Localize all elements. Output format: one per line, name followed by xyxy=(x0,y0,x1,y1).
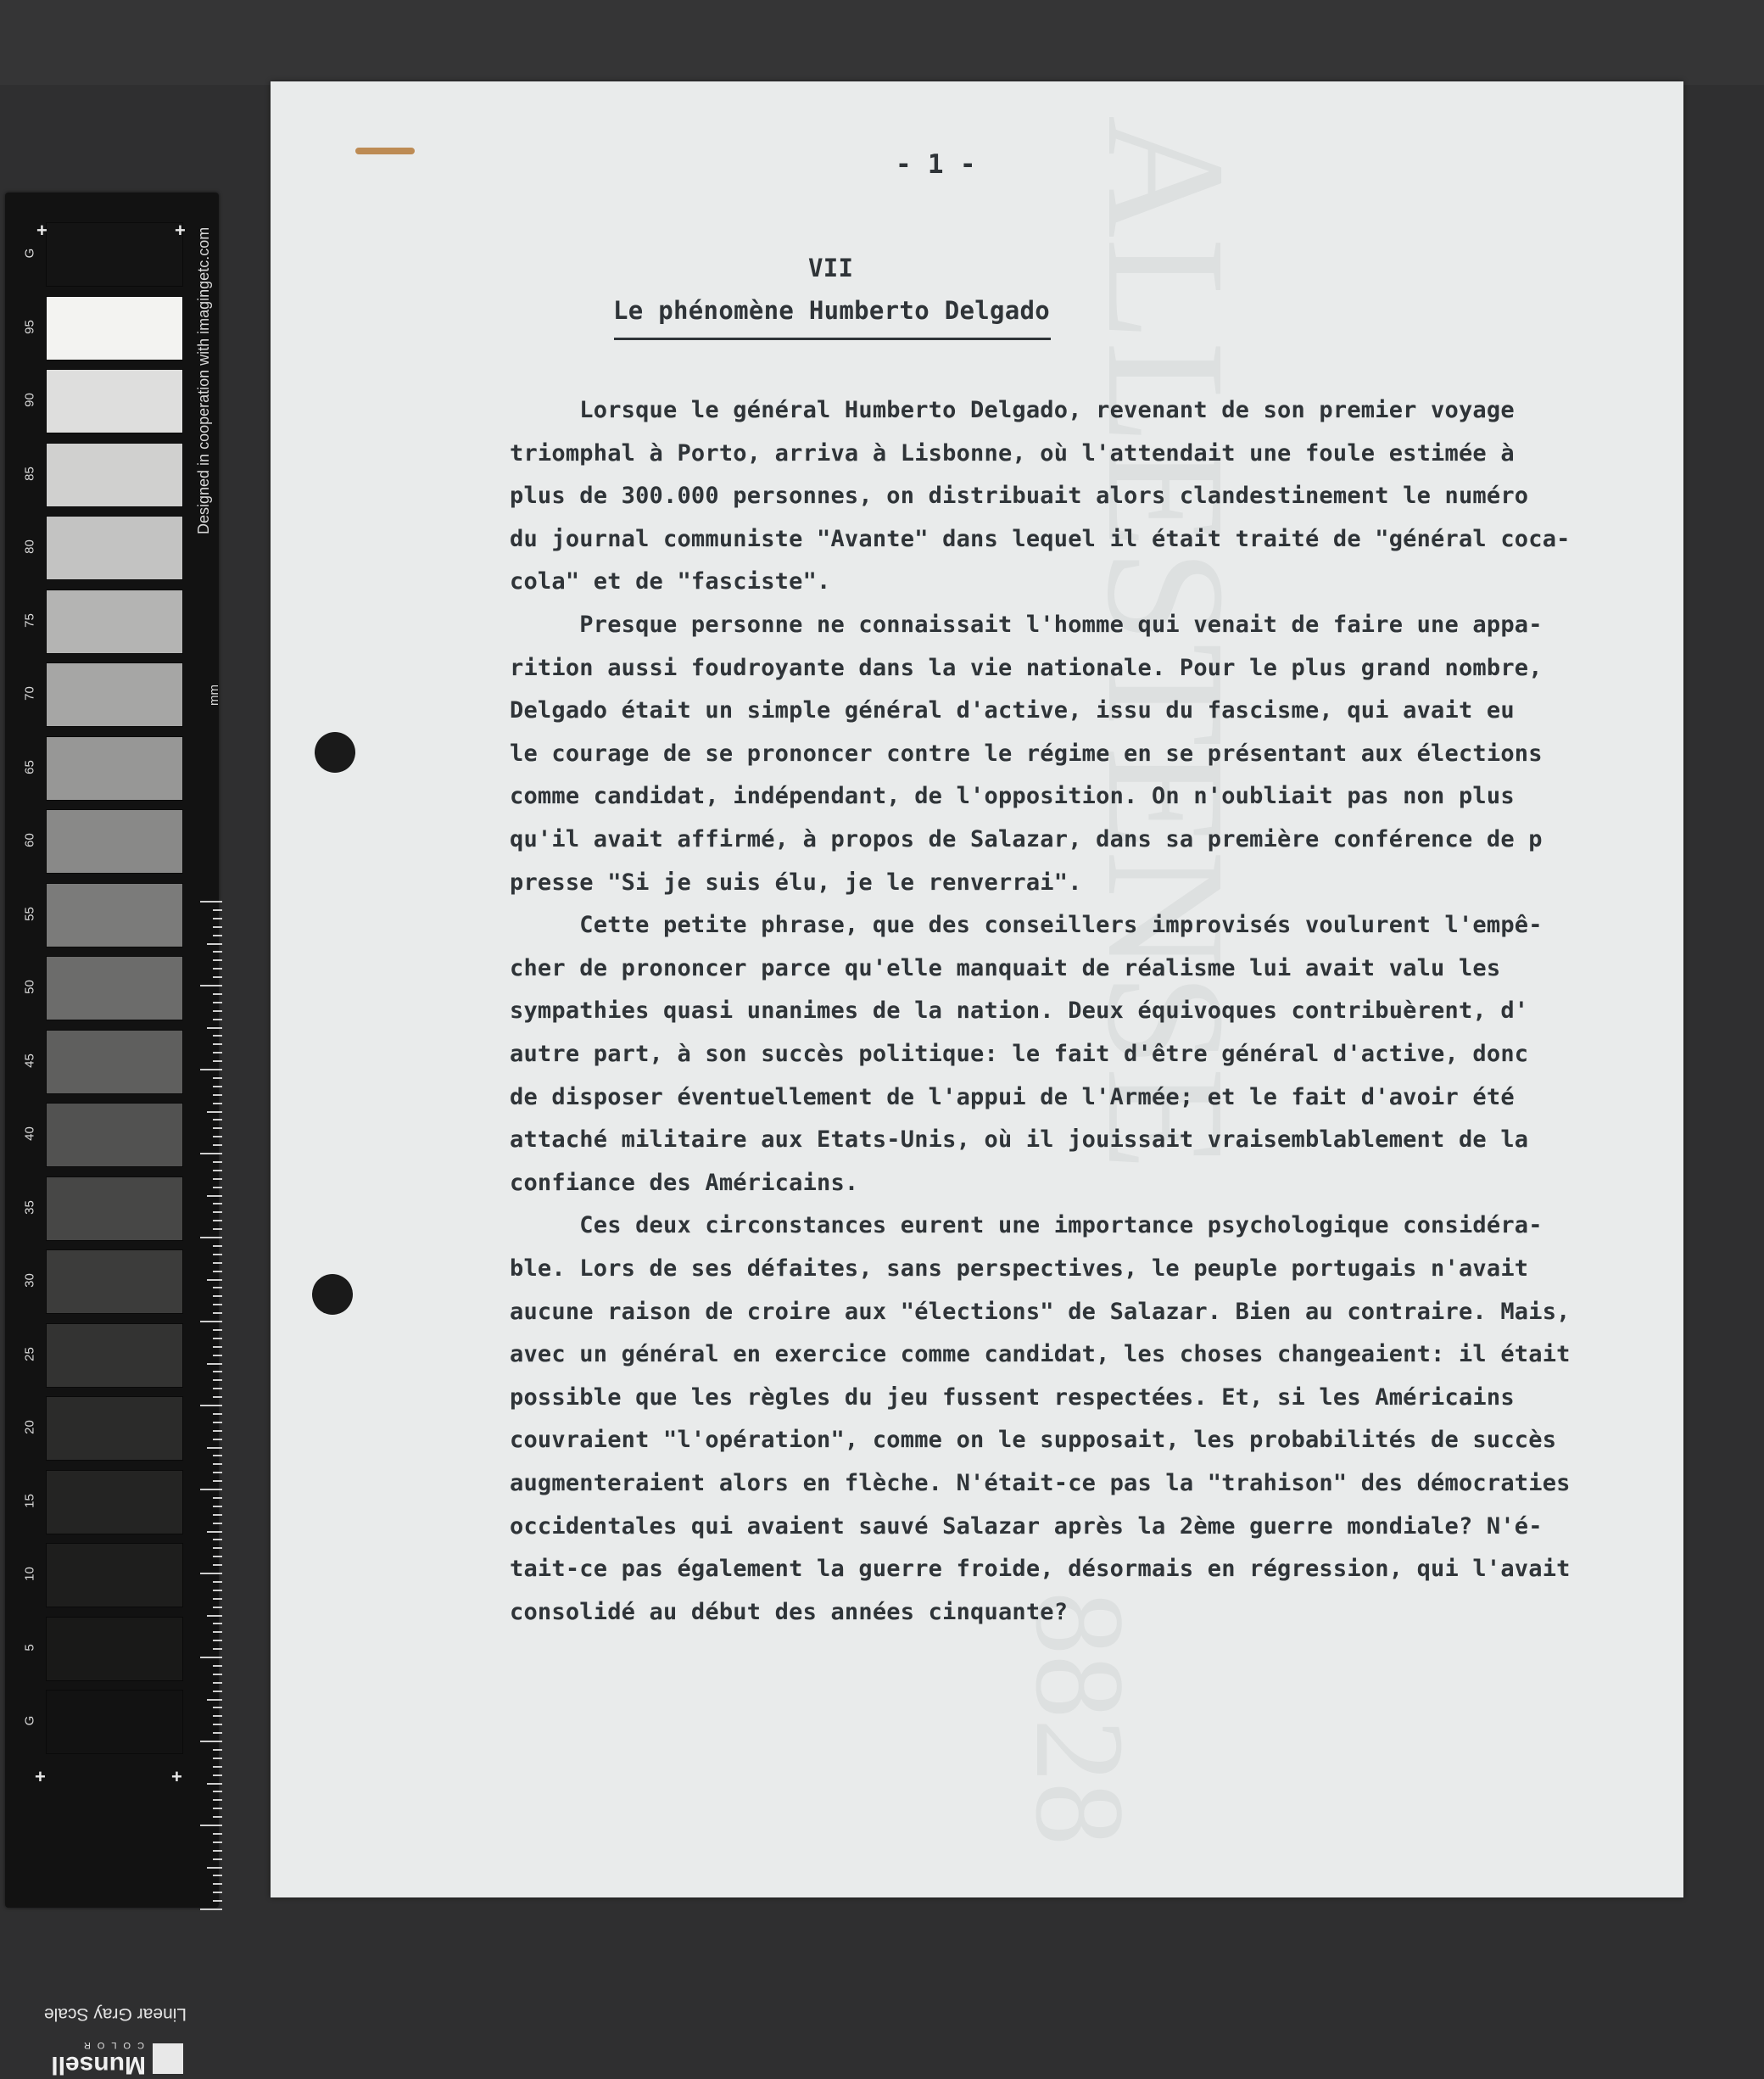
ruler-tick xyxy=(213,1766,222,1768)
gray-patch xyxy=(46,1617,183,1681)
ruler-tick xyxy=(213,1674,222,1675)
gray-patch-label: 45 xyxy=(22,1053,37,1068)
ruler-tick xyxy=(207,1195,222,1197)
ruler-tick xyxy=(213,1547,222,1549)
ruler-tick xyxy=(213,1691,222,1692)
document-page xyxy=(271,81,1683,1897)
text-line: tait-ce pas également la guerre froide, désormais en régression, qui l'avait xyxy=(510,1556,1571,1583)
plus-mark: + xyxy=(35,1766,46,1787)
text-line: Lorsque le général Humberto Delgado, revenant de son premier voyage xyxy=(510,397,1515,423)
gray-patch-label: G xyxy=(22,1715,37,1726)
ruler-tick xyxy=(213,1799,222,1801)
munsell-logo-icon xyxy=(153,2043,183,2074)
ruler-tick xyxy=(213,1254,222,1255)
gray-patch-label: 25 xyxy=(22,1346,37,1361)
mm-ruler xyxy=(197,901,222,1915)
ruler-tick xyxy=(213,1329,222,1331)
munsell-sub: COLOR xyxy=(76,2040,144,2050)
ruler-tick xyxy=(213,1514,222,1516)
watermark-stamp: ALLESTENSE xyxy=(1072,115,1259,1171)
gray-patch-label: 75 xyxy=(22,612,37,628)
ruler-tick xyxy=(213,1413,222,1415)
ruler-tick xyxy=(213,1086,222,1087)
gray-patch xyxy=(46,296,183,360)
ruler-tick xyxy=(213,1220,222,1221)
ruler-tick xyxy=(213,1841,222,1843)
ruler-tick xyxy=(213,1715,222,1717)
ruler-tick xyxy=(213,1355,222,1356)
ruler-tick xyxy=(213,1774,222,1776)
ruler-tick xyxy=(213,1060,222,1062)
ruler-tick xyxy=(213,1430,222,1432)
ruler-tick xyxy=(207,1783,222,1785)
ruler-tick xyxy=(213,1338,222,1339)
ruler-tick xyxy=(213,1598,222,1600)
ruler-tick xyxy=(213,1875,222,1876)
gray-patch xyxy=(46,222,183,287)
ruler-tick xyxy=(200,1825,222,1826)
text-line: qu'il avait affirmé, à propos de Salazar, dans sa première conférence de p xyxy=(510,826,1543,852)
gray-patch-label: 80 xyxy=(22,539,37,554)
text-line: Presque personne ne connaissait l'homme qui venait de faire une appa- xyxy=(510,612,1543,638)
ruler-tick xyxy=(207,1363,222,1365)
ruler-tick xyxy=(213,1724,222,1725)
ruler-tick xyxy=(213,1564,222,1566)
ruler-tick xyxy=(213,1144,222,1146)
text-line: occidentales qui avaient sauvé Salazar après la 2ème guerre mondiale? N'é- xyxy=(510,1512,1543,1540)
gray-patch-label: 50 xyxy=(22,980,37,994)
text-line: confiance des Américains. xyxy=(510,1169,859,1196)
ruler-tick xyxy=(200,1489,222,1490)
ruler-tick xyxy=(200,1237,222,1238)
gray-patch-label: 60 xyxy=(22,833,37,847)
ruler-tick xyxy=(213,1271,222,1272)
ruler-tick xyxy=(200,1153,222,1154)
ruler-tick xyxy=(200,1573,222,1574)
gray-patch xyxy=(46,516,183,580)
ruler-tick xyxy=(213,1623,222,1624)
ruler-tick xyxy=(213,1002,222,1003)
ruler-tick xyxy=(213,1245,222,1247)
text-line: Cette petite phrase, que des conseillers improvisés voulurent l'empê- xyxy=(510,912,1543,939)
text-line: presse "Si je suis élu, je le renverrai". xyxy=(510,869,1082,896)
ruler-tick xyxy=(200,1741,222,1742)
ruler-tick xyxy=(213,1607,222,1608)
ruler-tick xyxy=(213,1439,222,1440)
ruler-tick xyxy=(213,1850,222,1852)
gray-patch xyxy=(46,883,183,947)
ruler-tick xyxy=(213,918,222,919)
ruler-tick xyxy=(213,1388,222,1389)
text-line: Delgado était un simple général d'active, issu du fascisme, qui avait eu xyxy=(510,697,1515,724)
ruler-tick xyxy=(213,968,222,970)
ruler-tick xyxy=(207,1279,222,1281)
text-line: consolidé au début des années cinquante? xyxy=(510,1598,1069,1625)
gray-patch xyxy=(46,1690,183,1754)
text-line: ble. Lors de ses défaites, sans perspectives, le peuple portugais n'avait xyxy=(510,1255,1529,1282)
ruler-tick xyxy=(207,1447,222,1449)
ruler-tick xyxy=(213,1211,222,1213)
gray-patch-label: 30 xyxy=(22,1273,37,1288)
ruler-tick xyxy=(213,1035,222,1037)
gray-patch-label: 95 xyxy=(22,319,37,334)
text-line: attaché militaire aux Etats-Unis, où il jouissait vraisemblablement de la xyxy=(510,1126,1529,1154)
gray-patch-label: 70 xyxy=(22,686,37,701)
text-line: autre part, à son succès politique: le fait d'être général d'active, donc xyxy=(510,1041,1529,1067)
ruler-tick xyxy=(213,1379,222,1381)
gray-patch xyxy=(46,1323,183,1388)
ruler-tick xyxy=(200,901,222,903)
text-line: comme candidat, indépendant, de l'opposition. On n'oubliait pas non plus xyxy=(510,783,1515,810)
text-line: avec un général en exercice comme candidat, les choses changeaient: il était xyxy=(510,1341,1571,1368)
ruler-tick xyxy=(213,1455,222,1456)
ruler-tick xyxy=(213,1346,222,1348)
ruler-tick xyxy=(213,1187,222,1188)
ruler-tick xyxy=(200,1069,222,1070)
ruler-tick xyxy=(213,1900,222,1902)
ruler-tick xyxy=(213,1295,222,1297)
ruler-tick xyxy=(213,1665,222,1667)
text-line: triomphal à Porto, arriva à Lisbonne, où l'attendait une foule estimée à xyxy=(510,439,1515,467)
ruler-tick xyxy=(200,985,222,986)
text-line: couvraient "l'opération", comme on le supposait, les probabilités de succès xyxy=(510,1427,1557,1454)
ruler-tick xyxy=(213,1228,222,1230)
gray-patch-label: 5 xyxy=(22,1643,37,1651)
ruler-tick xyxy=(207,1027,222,1029)
gray-patch xyxy=(46,590,183,654)
ruler-tick xyxy=(213,1640,222,1641)
ruler-tick xyxy=(207,1615,222,1617)
page-number: - 1 - xyxy=(896,149,976,180)
ruler-tick xyxy=(213,1170,222,1171)
ruler-tick xyxy=(213,1094,222,1096)
ruler-tick xyxy=(213,1682,222,1684)
gray-patch-label: 55 xyxy=(22,906,37,921)
ruler-tick xyxy=(213,1312,222,1314)
ruler-tick xyxy=(213,1043,222,1045)
ruler-tick xyxy=(213,1161,222,1163)
gray-patch-label: 15 xyxy=(22,1493,37,1508)
ruler-tick xyxy=(213,1816,222,1818)
ruler-tick xyxy=(213,1791,222,1792)
ruler-tick xyxy=(213,1497,222,1499)
ruler-tick xyxy=(213,1749,222,1751)
ruler-tick xyxy=(213,1304,222,1305)
plus-mark: + xyxy=(175,220,186,241)
ruler-tick xyxy=(213,1472,222,1473)
ruler-tick xyxy=(213,1648,222,1650)
watermark-stamp: 8828 xyxy=(1009,1591,1150,1846)
ruler-tick xyxy=(213,1707,222,1708)
ruler-tick xyxy=(213,1010,222,1012)
ruler-tick xyxy=(213,926,222,928)
text-line: augmenteraient alors en flèche. N'était-ce pas la "trahison" des démocraties xyxy=(510,1470,1571,1496)
ruler-tick xyxy=(213,1203,222,1204)
ruler-tick xyxy=(213,1581,222,1583)
ruler-tick xyxy=(200,1657,222,1658)
ruler-tick xyxy=(213,1631,222,1633)
ruler-tick xyxy=(213,1422,222,1423)
gray-patch xyxy=(46,1470,183,1534)
gray-patch xyxy=(46,443,183,507)
ruler-tick xyxy=(213,1396,222,1398)
ruler-tick xyxy=(213,1590,222,1591)
ruler-tick xyxy=(213,1052,222,1053)
ruler-tick xyxy=(213,1127,222,1129)
gray-patch-label: G xyxy=(22,248,37,259)
gray-patch-label: 90 xyxy=(22,393,37,407)
gray-patch xyxy=(46,1543,183,1607)
ruler-tick xyxy=(213,1371,222,1372)
gray-patch-label: 20 xyxy=(22,1420,37,1434)
ruler-tick xyxy=(213,1178,222,1180)
title-underline xyxy=(614,338,1051,340)
gray-patch-label: 10 xyxy=(22,1567,37,1581)
ruler-tick xyxy=(213,1883,222,1885)
rust-stain xyxy=(355,148,415,154)
ruler-tick xyxy=(213,993,222,995)
gray-patch xyxy=(46,1030,183,1094)
ruler-tick xyxy=(213,951,222,953)
gray-patch xyxy=(46,1396,183,1461)
ruler-tick xyxy=(207,1111,222,1113)
ruler-tick xyxy=(213,1539,222,1540)
ruler-tick xyxy=(213,1119,222,1121)
ruler-tick xyxy=(213,959,222,961)
punch-hole xyxy=(315,732,355,773)
chapter-title: Le phénomène Humberto Delgado xyxy=(613,296,1051,325)
text-line: plus de 300.000 personnes, on distribuait alors clandestinement le numéro xyxy=(510,483,1529,510)
ruler-tick xyxy=(213,1019,222,1020)
ruler-tick xyxy=(207,1699,222,1701)
chapter-number: VII xyxy=(808,254,854,282)
ruler-tick xyxy=(200,1405,222,1406)
gray-patch xyxy=(46,956,183,1020)
ruler-tick xyxy=(200,1909,222,1910)
gray-patch xyxy=(46,662,183,727)
ruler-tick xyxy=(213,1136,222,1137)
text-line: sympathies quasi unanimes de la nation. Deux équivoques contribuèrent, d' xyxy=(510,998,1529,1025)
gray-patch xyxy=(46,809,183,874)
ruler-tick xyxy=(213,1287,222,1288)
plus-mark: + xyxy=(36,220,47,241)
ruler-tick xyxy=(213,1077,222,1079)
text-line: le courage de se prononcer contre le régime en se présentant aux élections xyxy=(510,740,1543,767)
gray-patch xyxy=(46,736,183,801)
gray-patch-label: 40 xyxy=(22,1126,37,1141)
ruler-tick xyxy=(207,1531,222,1533)
ruler-tick xyxy=(207,943,222,945)
gray-patch-label: 65 xyxy=(22,759,37,774)
text-line: aucune raison de croire aux "élections" de Salazar. Bien au contraire. Mais, xyxy=(510,1298,1571,1325)
gray-patch xyxy=(46,1249,183,1314)
ruler-tick xyxy=(213,1892,222,1893)
ruler-tick xyxy=(213,1506,222,1507)
text-line: rition aussi foudroyante dans la vie nationale. Pour le plus grand nombre, xyxy=(510,654,1543,681)
ruler-tick xyxy=(213,1523,222,1524)
ruler-tick xyxy=(213,909,222,911)
ruler-tick xyxy=(213,1262,222,1264)
ruler-unit: mm xyxy=(207,685,221,706)
text-line: du journal communiste "Avante" dans lequel il était traité de "général coca- xyxy=(510,525,1571,552)
ruler-tick xyxy=(213,1758,222,1759)
ruler-tick xyxy=(213,935,222,936)
ruler-tick xyxy=(213,1808,222,1809)
ruler-tick xyxy=(213,1858,222,1860)
text-line: cola" et de "fasciste". xyxy=(510,568,831,595)
plus-mark: + xyxy=(171,1766,182,1787)
gray-scale-card xyxy=(5,193,219,2079)
text-line: cher de prononcer parce qu'elle manquait de réalisme lui avait valu les xyxy=(510,954,1501,981)
scale-name: Linear Gray Scale xyxy=(43,2004,187,2024)
munsell-logo xyxy=(47,2042,183,2077)
text-line: Ces deux circonstances eurent une importance psychologique considéra- xyxy=(510,1212,1543,1239)
text-line: de disposer éventuellement de l'appui de l'Armée; et le fait d'avoir été xyxy=(510,1083,1515,1110)
gray-patch xyxy=(46,1103,183,1167)
punch-hole xyxy=(312,1274,353,1315)
gray-patch xyxy=(46,369,183,433)
gray-patch xyxy=(46,1176,183,1241)
text-line: possible que les règles du jeu fussent respectées. Et, si les Américains xyxy=(510,1383,1515,1411)
ruler-tick xyxy=(207,1867,222,1869)
ruler-tick xyxy=(213,976,222,978)
ruler-tick xyxy=(213,1732,222,1734)
ruler-tick xyxy=(213,1833,222,1835)
gray-patch-label: 85 xyxy=(22,466,37,481)
scanner-backdrop xyxy=(0,0,1764,85)
ruler-tick xyxy=(200,1321,222,1322)
ruler-tick xyxy=(213,1480,222,1482)
ruler-tick xyxy=(213,1103,222,1104)
designed-note: Designed in cooperation with imagingetc.com xyxy=(195,226,212,534)
gray-patch-label: 35 xyxy=(22,1199,37,1215)
ruler-tick xyxy=(213,1556,222,1557)
ruler-tick xyxy=(213,1463,222,1465)
munsell-brand: Munsell xyxy=(51,2051,146,2079)
